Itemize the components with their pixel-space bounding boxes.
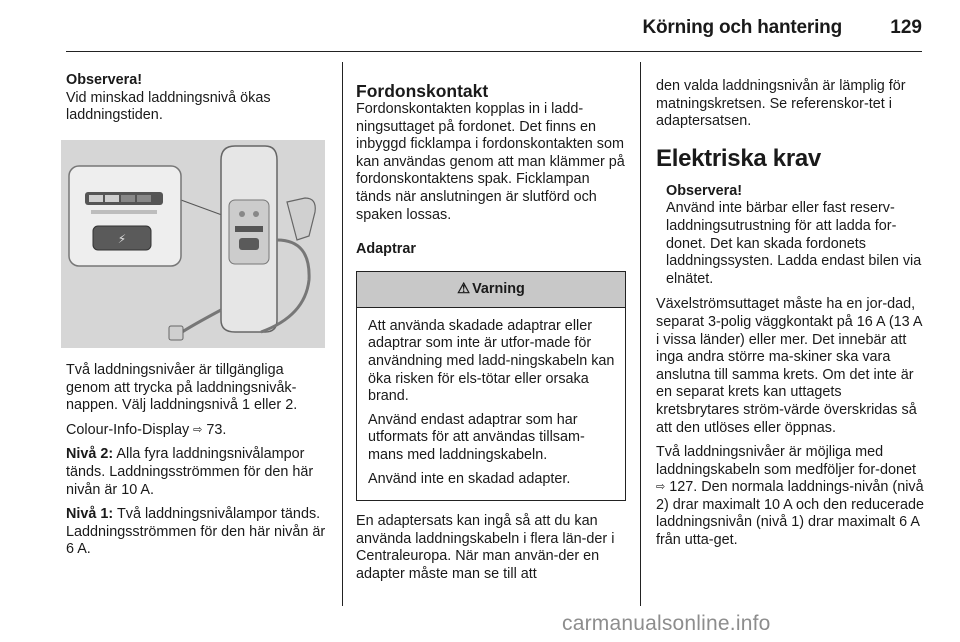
display-reference-text: Colour-Info-Display bbox=[66, 421, 190, 438]
level-2-label: Nivå 2: bbox=[66, 446, 114, 463]
adapter-kit-paragraph: En adaptersats kan ingå så att du kan använda laddningskabeln i flera län-der i Centraleuropa. När man använ-der en adapter måste man se till att bbox=[356, 513, 615, 582]
lamp-3 bbox=[121, 195, 135, 202]
column-2 bbox=[356, 81, 626, 583]
warning-body bbox=[357, 308, 625, 500]
note-title: Observera! bbox=[66, 72, 142, 88]
page-header bbox=[0, 0, 960, 52]
charging-cable-illustration bbox=[61, 140, 325, 348]
charging-cable-figure bbox=[61, 140, 325, 348]
mains-cable bbox=[179, 310, 221, 334]
level-1-paragraph bbox=[66, 506, 328, 559]
levels-current-ref[interactable]: 127. bbox=[669, 479, 698, 496]
note-text: Vid minskad laddningsnivå ökas laddningstiden. bbox=[66, 89, 271, 124]
vehicle-connector-paragraph: Fordonskontakten kopplas in i ladd-ningsuttaget på fordonet. Det finns en inbyggd ficklampa i fordonskontakten som kan användas genom att man klämmer på fordonskontaktens spak. Ficklampan tänds när anslutningen är slutförd och spaken lossas. bbox=[356, 101, 625, 223]
outlet-paragraph: Växelströmsuttaget måste ha en jor-dad, separat 3-polig väggkontakt på 16 A (13 A i vissa länder) eller mer. Det innebär att inga andra större ma-skiner ska vara anslutna till samma krets. Om det inte är en separat krets kan uttagets kretsbrytares ström-värde överskridas så att den utlöses eller öppnas. bbox=[656, 296, 922, 436]
warning-paragraph: Att använda skadade adaptrar eller adaptrar som inte är utfor-made för användning med ladd-ningskabeln kan öka risken för els-tötar eller orsaka brand. bbox=[368, 317, 615, 405]
page-ref-icon: ⇨ bbox=[656, 481, 666, 494]
levels-current-text-a: Två laddningsnivåer är möjliga med laddningskabeln som medföljer for-donet bbox=[656, 444, 916, 478]
vehicle-connector bbox=[287, 198, 315, 240]
column-divider-1 bbox=[342, 62, 343, 606]
electrical-note bbox=[656, 183, 926, 289]
display-reference bbox=[66, 422, 328, 440]
note-text: Använd inte bärbar eller fast reserv-laddningsutrustning för att ladda for-donet. Det kan skada fordonets laddningssysten. Ladda endast bilen via elnätet. bbox=[666, 200, 922, 287]
warning-title: Varning bbox=[472, 281, 525, 298]
warning-box bbox=[356, 271, 626, 501]
charger-button bbox=[239, 238, 259, 250]
levels-paragraph: Två laddningsnivåer är tillgängliga genom att trycka på laddningsnivåk-nappen. Välj laddningsnivå 1 eller 2. bbox=[66, 362, 298, 414]
lamp-4 bbox=[137, 195, 151, 202]
warning-paragraph: Använd endast adaptrar som har utformats för att användas tillsam-mans med laddningskabeln. bbox=[368, 411, 585, 463]
panel-detail bbox=[69, 166, 181, 266]
level-1-text: Två laddningsnivålampor tänds. Laddningsströmmen för den här nivån är 6 A. bbox=[66, 506, 326, 558]
subheading-adapters: Adaptrar bbox=[356, 241, 416, 258]
continued-paragraph: den valda laddningsnivån är lämplig för matningskretsen. Se referenskor-tet i adaptersatsen. bbox=[656, 78, 906, 130]
column-1 bbox=[66, 72, 328, 125]
level-2-paragraph bbox=[66, 446, 328, 499]
watermark: carmanualsonline.info bbox=[562, 612, 771, 635]
section-heading-vehicle-connector: Fordonskontakt bbox=[356, 81, 489, 101]
lamp-1 bbox=[89, 195, 103, 202]
column-divider-2 bbox=[640, 62, 641, 606]
warning-paragraph: Använd inte en skadad adapter. bbox=[368, 470, 571, 487]
levels-current-paragraph bbox=[656, 444, 926, 550]
levels-current-text-b: Den normala laddnings-nivån (nivå 2) drar maximalt 10 A och den reducerade laddningsnivån (nivå 1) drar maximalt 6 A från utta-get. bbox=[656, 479, 924, 549]
note-title: Observera! bbox=[666, 182, 742, 199]
lamp-2 bbox=[105, 195, 119, 202]
level-2-text: Alla fyra laddningsnivålampor tänds. Laddningsströmmen för den här nivån är 10 A. bbox=[66, 446, 314, 498]
section-heading-electrical: Elektriska krav bbox=[656, 144, 821, 172]
lamp-strip bbox=[235, 226, 263, 232]
warning-header bbox=[357, 272, 625, 308]
lightning-icon: ⚡ bbox=[117, 232, 127, 246]
column-3 bbox=[656, 78, 926, 550]
level-1-label: Nivå 1: bbox=[66, 506, 114, 523]
indicator-dot bbox=[239, 211, 245, 217]
display-reference-page[interactable]: 73. bbox=[206, 421, 227, 438]
header-divider bbox=[66, 51, 922, 52]
page-number: 129 bbox=[890, 17, 922, 38]
page-ref-icon: ⇨ bbox=[193, 423, 203, 436]
level-scale bbox=[91, 210, 157, 214]
chapter-title: Körning och hantering bbox=[642, 17, 842, 38]
warning-icon: ⚠ bbox=[457, 281, 471, 298]
column-1-body bbox=[66, 362, 328, 559]
indicator-dot bbox=[253, 211, 259, 217]
wall-plug bbox=[169, 326, 183, 340]
